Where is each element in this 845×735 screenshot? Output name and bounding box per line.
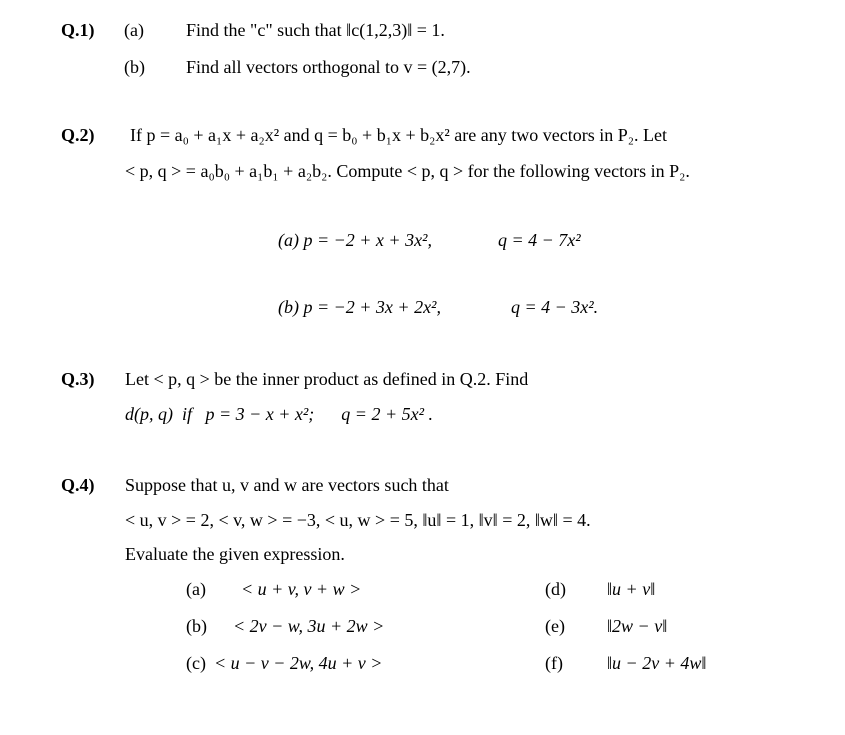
q2-label: Q.2)	[61, 125, 95, 145]
q1-label: Q.1)	[61, 20, 95, 40]
q4-item-c-tag: (c)	[186, 653, 206, 673]
q4-item-a-expr: < u + v, v + w >	[241, 579, 362, 599]
q4-item-f-expr: ‖u − 2v + 4w‖	[607, 653, 707, 673]
q4-item-e-tag: (e)	[545, 616, 565, 636]
q2-b-q: q = 4 − 3x².	[511, 297, 599, 317]
q4-item-a-tag: (a)	[186, 579, 206, 599]
q2-b-p: (b) p = −2 + 3x + 2x²,	[278, 297, 441, 317]
q1-a-tag: (a)	[124, 20, 144, 40]
q4-line3: Evaluate the given expression.	[125, 544, 345, 564]
q4-line2: < u, v > = 2, < v, w > = −3, < u, w > = 5, ‖u‖ = 1, ‖v‖ = 2, ‖w‖ = 4.	[125, 510, 591, 530]
q4-item-b-tag: (b)	[186, 616, 207, 636]
q2-line1: If p = a₀ + a₁x + a₂x² and q = b₀ + b₁x + b₂x² are any two vectors in P₂. Let	[130, 125, 668, 145]
q2-line2: < p, q > = a₀b₀ + a₁b₁ + a₂b₂. Compute < p, q > for the following vectors in P₂.	[125, 161, 690, 181]
q1-b-tag: (b)	[124, 57, 145, 77]
q2-a-p: (a) p = −2 + x + 3x²,	[278, 230, 432, 250]
q1-a-text: Find the "c" such that ‖c(1,2,3)‖ = 1.	[186, 20, 445, 40]
q4-item-b-expr: < 2v − w, 3u + 2w >	[233, 616, 385, 636]
q4-item-d-expr: ‖u + v‖	[607, 579, 656, 599]
q1-b-text: Find all vectors orthogonal to v = (2,7).	[186, 57, 471, 77]
q2-a-q: q = 4 − 7x²	[498, 230, 581, 250]
q3-line2: d(p, q) if p = 3 − x + x²; q = 2 + 5x² .	[125, 404, 433, 424]
q4-item-c-expr: < u − v − 2w, 4u + v >	[214, 653, 383, 673]
q4-item-e-expr: ‖2w − v‖	[607, 616, 668, 636]
q4-item-f-tag: (f)	[545, 653, 563, 673]
q3-line1: Let < p, q > be the inner product as defined in Q.2. Find	[125, 369, 529, 389]
q4-item-d-tag: (d)	[545, 579, 566, 599]
q4-label: Q.4)	[61, 475, 95, 495]
q4-line1: Suppose that u, v and w are vectors such that	[125, 475, 449, 495]
q3-label: Q.3)	[61, 369, 95, 389]
